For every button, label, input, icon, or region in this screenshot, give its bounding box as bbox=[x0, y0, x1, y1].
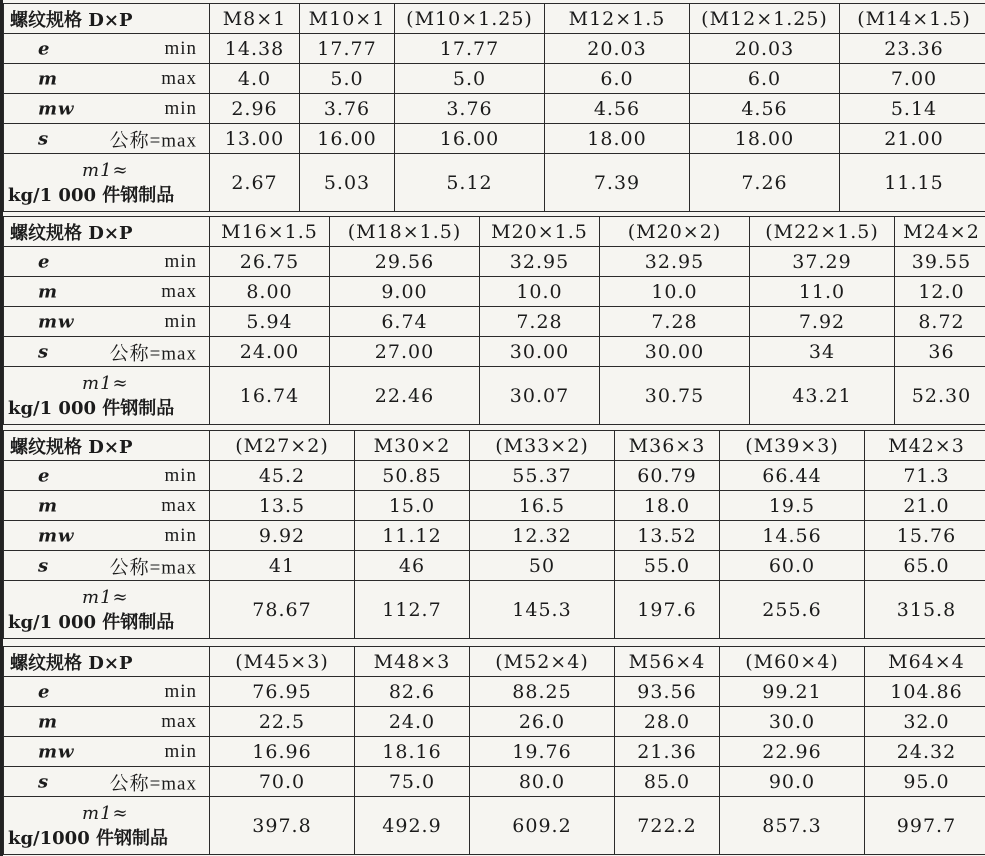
label-e: e min bbox=[4, 677, 210, 707]
spec-cell: (M18×1.5) bbox=[330, 217, 480, 247]
value-cell: 8.72 bbox=[895, 307, 985, 337]
value-cell: 45.2 bbox=[210, 461, 355, 491]
value-cell: 7.00 bbox=[840, 64, 985, 94]
spec-cell: M10×1 bbox=[300, 4, 395, 34]
label-spec: 螺纹规格 D×P bbox=[4, 431, 210, 461]
spec-table-2 bbox=[3, 216, 985, 425]
value-cell: 55.37 bbox=[470, 461, 615, 491]
value-cell: 2.96 bbox=[210, 94, 300, 124]
value-cell: 34 bbox=[750, 337, 895, 367]
spec-cell: M64×4 bbox=[865, 647, 985, 677]
value-cell: 66.44 bbox=[720, 461, 865, 491]
value-cell: 145.3 bbox=[470, 581, 615, 639]
spec-cell: M42×3 bbox=[865, 431, 985, 461]
value-cell: 32.95 bbox=[600, 247, 750, 277]
spec-cell: (M60×4) bbox=[720, 647, 865, 677]
value-cell: 6.0 bbox=[690, 64, 840, 94]
value-cell: 76.95 bbox=[210, 677, 355, 707]
value-cell: 16.74 bbox=[210, 367, 330, 425]
row-spec bbox=[4, 647, 985, 677]
value-cell: 5.03 bbox=[300, 154, 395, 212]
spec-cell: (M20×2) bbox=[600, 217, 750, 247]
label-m1: m1≈ kg/1 000 件钢制品 bbox=[4, 367, 210, 425]
value-cell: 55.0 bbox=[615, 551, 720, 581]
value-cell: 14.38 bbox=[210, 34, 300, 64]
label-m: m max bbox=[4, 491, 210, 521]
value-cell: 12.0 bbox=[895, 277, 985, 307]
value-cell: 85.0 bbox=[615, 767, 720, 797]
value-cell: 11.15 bbox=[840, 154, 985, 212]
spec-cell: M20×1.5 bbox=[480, 217, 600, 247]
row-spec bbox=[4, 4, 985, 34]
value-cell: 3.76 bbox=[300, 94, 395, 124]
value-cell: 9.00 bbox=[330, 277, 480, 307]
value-cell: 6.0 bbox=[545, 64, 690, 94]
value-cell: 27.00 bbox=[330, 337, 480, 367]
value-cell: 26.0 bbox=[470, 707, 615, 737]
value-cell: 10.0 bbox=[600, 277, 750, 307]
value-cell: 12.32 bbox=[470, 521, 615, 551]
value-cell: 18.0 bbox=[615, 491, 720, 521]
value-cell: 2.67 bbox=[210, 154, 300, 212]
value-cell: 397.8 bbox=[210, 797, 355, 855]
row-spec bbox=[4, 217, 985, 247]
spec-cell: M16×1.5 bbox=[210, 217, 330, 247]
value-cell: 36 bbox=[895, 337, 985, 367]
value-cell: 14.56 bbox=[720, 521, 865, 551]
value-cell: 71.3 bbox=[865, 461, 985, 491]
spec-cell: (M10×1.25) bbox=[395, 4, 545, 34]
spec-cell: M36×3 bbox=[615, 431, 720, 461]
value-cell: 16.00 bbox=[300, 124, 395, 154]
value-cell: 5.94 bbox=[210, 307, 330, 337]
value-cell: 60.79 bbox=[615, 461, 720, 491]
value-cell: 95.0 bbox=[865, 767, 985, 797]
value-cell: 5.12 bbox=[395, 154, 545, 212]
spec-cell: M12×1.5 bbox=[545, 4, 690, 34]
label-spec: 螺纹规格 D×P bbox=[4, 4, 210, 34]
value-cell: 26.75 bbox=[210, 247, 330, 277]
value-cell: 43.21 bbox=[750, 367, 895, 425]
value-cell: 37.29 bbox=[750, 247, 895, 277]
value-cell: 7.26 bbox=[690, 154, 840, 212]
value-cell: 11.0 bbox=[750, 277, 895, 307]
spec-cell: M24×2 bbox=[895, 217, 985, 247]
value-cell: 41 bbox=[210, 551, 355, 581]
spec-cell: (M12×1.25) bbox=[690, 4, 840, 34]
value-cell: 30.00 bbox=[600, 337, 750, 367]
value-cell: 16.96 bbox=[210, 737, 355, 767]
value-cell: 60.0 bbox=[720, 551, 865, 581]
spec-cell: (M52×4) bbox=[470, 647, 615, 677]
value-cell: 32.95 bbox=[480, 247, 600, 277]
value-cell: 5.14 bbox=[840, 94, 985, 124]
value-cell: 17.77 bbox=[395, 34, 545, 64]
value-cell: 7.28 bbox=[480, 307, 600, 337]
row-m bbox=[4, 64, 985, 94]
value-cell: 30.0 bbox=[720, 707, 865, 737]
value-cell: 46 bbox=[355, 551, 470, 581]
value-cell: 6.74 bbox=[330, 307, 480, 337]
value-cell: 90.0 bbox=[720, 767, 865, 797]
value-cell: 19.76 bbox=[470, 737, 615, 767]
value-cell: 21.00 bbox=[840, 124, 985, 154]
value-cell: 10.0 bbox=[480, 277, 600, 307]
value-cell: 65.0 bbox=[865, 551, 985, 581]
value-cell: 13.52 bbox=[615, 521, 720, 551]
value-cell: 20.03 bbox=[545, 34, 690, 64]
label-m1: m1≈ kg/1 000 件钢制品 bbox=[4, 581, 210, 639]
spec-table-1 bbox=[3, 3, 985, 212]
label-e: e min bbox=[4, 247, 210, 277]
label-e: e min bbox=[4, 461, 210, 491]
label-m1: m1≈ kg/1 000 件钢制品 bbox=[4, 154, 210, 212]
value-cell: 24.00 bbox=[210, 337, 330, 367]
value-cell: 13.00 bbox=[210, 124, 300, 154]
label-m: m max bbox=[4, 277, 210, 307]
value-cell: 7.28 bbox=[600, 307, 750, 337]
value-cell: 315.8 bbox=[865, 581, 985, 639]
label-s: s 公称=max bbox=[4, 551, 210, 581]
label-mw: mw min bbox=[4, 307, 210, 337]
value-cell: 18.00 bbox=[690, 124, 840, 154]
value-cell: 722.2 bbox=[615, 797, 720, 855]
value-cell: 11.12 bbox=[355, 521, 470, 551]
row-e bbox=[4, 677, 985, 707]
value-cell: 7.92 bbox=[750, 307, 895, 337]
value-cell: 112.7 bbox=[355, 581, 470, 639]
row-s bbox=[4, 124, 985, 154]
value-cell: 18.00 bbox=[545, 124, 690, 154]
row-m bbox=[4, 491, 985, 521]
row-m bbox=[4, 707, 985, 737]
value-cell: 104.86 bbox=[865, 677, 985, 707]
row-mw bbox=[4, 307, 985, 337]
row-e bbox=[4, 34, 985, 64]
label-mw: mw min bbox=[4, 737, 210, 767]
spec-table-4 bbox=[3, 646, 985, 855]
label-m: m max bbox=[4, 64, 210, 94]
spec-cell: M56×4 bbox=[615, 647, 720, 677]
label-mw: mw min bbox=[4, 521, 210, 551]
label-spec: 螺纹规格 D×P bbox=[4, 217, 210, 247]
value-cell: 30.07 bbox=[480, 367, 600, 425]
label-spec: 螺纹规格 D×P bbox=[4, 647, 210, 677]
spec-cell: (M45×3) bbox=[210, 647, 355, 677]
row-spec bbox=[4, 431, 985, 461]
value-cell: 197.6 bbox=[615, 581, 720, 639]
value-cell: 4.56 bbox=[690, 94, 840, 124]
row-s bbox=[4, 767, 985, 797]
value-cell: 22.46 bbox=[330, 367, 480, 425]
row-m1 bbox=[4, 154, 985, 212]
value-cell: 99.21 bbox=[720, 677, 865, 707]
value-cell: 21.36 bbox=[615, 737, 720, 767]
label-m1: m1≈ kg/1000 件钢制品 bbox=[4, 797, 210, 855]
value-cell: 70.0 bbox=[210, 767, 355, 797]
value-cell: 24.32 bbox=[865, 737, 985, 767]
value-cell: 4.0 bbox=[210, 64, 300, 94]
value-cell: 15.0 bbox=[355, 491, 470, 521]
value-cell: 93.56 bbox=[615, 677, 720, 707]
spec-cell: (M14×1.5) bbox=[840, 4, 985, 34]
row-m bbox=[4, 277, 985, 307]
row-m1 bbox=[4, 797, 985, 855]
spec-cell: M8×1 bbox=[210, 4, 300, 34]
label-s: s 公称=max bbox=[4, 337, 210, 367]
value-cell: 609.2 bbox=[470, 797, 615, 855]
value-cell: 39.55 bbox=[895, 247, 985, 277]
value-cell: 18.16 bbox=[355, 737, 470, 767]
row-e bbox=[4, 461, 985, 491]
spec-cell: (M27×2) bbox=[210, 431, 355, 461]
value-cell: 5.0 bbox=[300, 64, 395, 94]
label-s: s 公称=max bbox=[4, 124, 210, 154]
value-cell: 255.6 bbox=[720, 581, 865, 639]
value-cell: 20.03 bbox=[690, 34, 840, 64]
row-mw bbox=[4, 521, 985, 551]
value-cell: 50 bbox=[470, 551, 615, 581]
value-cell: 22.5 bbox=[210, 707, 355, 737]
value-cell: 21.0 bbox=[865, 491, 985, 521]
value-cell: 75.0 bbox=[355, 767, 470, 797]
label-m: m max bbox=[4, 707, 210, 737]
value-cell: 16.5 bbox=[470, 491, 615, 521]
row-s bbox=[4, 337, 985, 367]
label-s: s 公称=max bbox=[4, 767, 210, 797]
row-m1 bbox=[4, 367, 985, 425]
value-cell: 22.96 bbox=[720, 737, 865, 767]
value-cell: 492.9 bbox=[355, 797, 470, 855]
value-cell: 52.30 bbox=[895, 367, 985, 425]
value-cell: 24.0 bbox=[355, 707, 470, 737]
value-cell: 88.25 bbox=[470, 677, 615, 707]
value-cell: 16.00 bbox=[395, 124, 545, 154]
spec-cell: (M33×2) bbox=[470, 431, 615, 461]
value-cell: 82.6 bbox=[355, 677, 470, 707]
spec-cell: (M22×1.5) bbox=[750, 217, 895, 247]
value-cell: 28.0 bbox=[615, 707, 720, 737]
row-mw bbox=[4, 94, 985, 124]
spec-cell: M30×2 bbox=[355, 431, 470, 461]
value-cell: 7.39 bbox=[545, 154, 690, 212]
value-cell: 78.67 bbox=[210, 581, 355, 639]
row-s bbox=[4, 551, 985, 581]
value-cell: 3.76 bbox=[395, 94, 545, 124]
value-cell: 80.0 bbox=[470, 767, 615, 797]
value-cell: 23.36 bbox=[840, 34, 985, 64]
row-mw bbox=[4, 737, 985, 767]
value-cell: 30.00 bbox=[480, 337, 600, 367]
value-cell: 29.56 bbox=[330, 247, 480, 277]
row-e bbox=[4, 247, 985, 277]
value-cell: 13.5 bbox=[210, 491, 355, 521]
value-cell: 30.75 bbox=[600, 367, 750, 425]
value-cell: 4.56 bbox=[545, 94, 690, 124]
value-cell: 15.76 bbox=[865, 521, 985, 551]
value-cell: 17.77 bbox=[300, 34, 395, 64]
label-mw: mw min bbox=[4, 94, 210, 124]
spec-cell: (M39×3) bbox=[720, 431, 865, 461]
value-cell: 5.0 bbox=[395, 64, 545, 94]
label-e: e min bbox=[4, 34, 210, 64]
value-cell: 9.92 bbox=[210, 521, 355, 551]
spec-cell: M48×3 bbox=[355, 647, 470, 677]
spec-table-3 bbox=[3, 430, 985, 639]
value-cell: 857.3 bbox=[720, 797, 865, 855]
value-cell: 19.5 bbox=[720, 491, 865, 521]
value-cell: 50.85 bbox=[355, 461, 470, 491]
value-cell: 8.00 bbox=[210, 277, 330, 307]
value-cell: 997.7 bbox=[865, 797, 985, 855]
row-m1 bbox=[4, 581, 985, 639]
value-cell: 32.0 bbox=[865, 707, 985, 737]
